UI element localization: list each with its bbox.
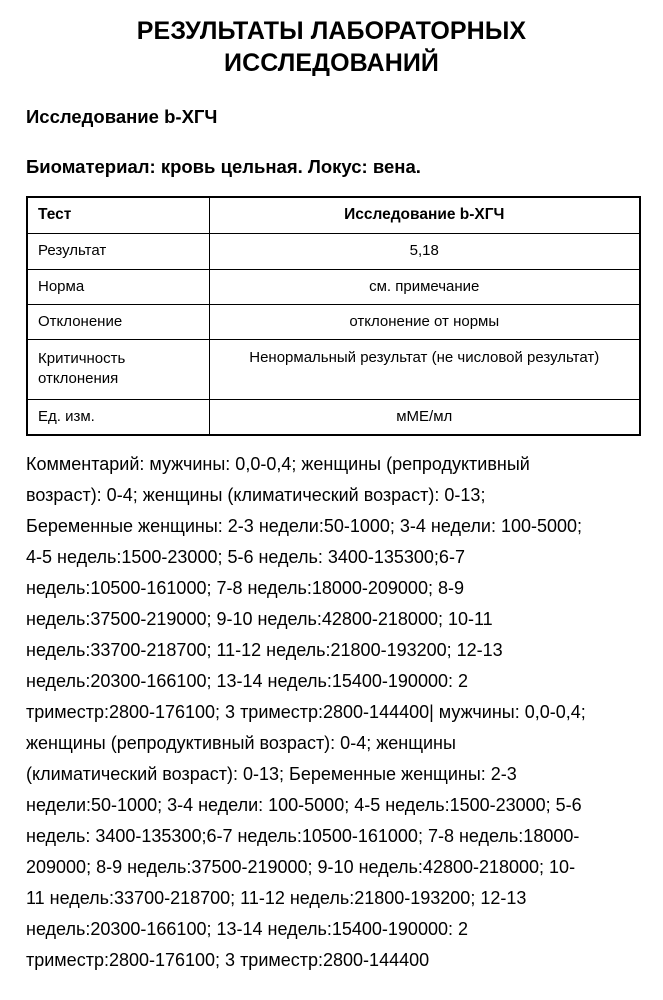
comment-text: Комментарий: мужчины: 0,0-0,4; женщины (репродуктивный возраст): 0-4; женщины (климатический возраст): 0-13; Беременные женщины: 2-3 недели:50-1000; 3-4 недели: 100-5000; 4-5 недель:1500-23000; 5-6 недель: 3400-135300;6-7 недель:10500-161000; 7-8 недель:18000-209000; 8-9 недель:37500-219000; 9-10 недель:42800-218000; 10-11 недель:33700-218700; 11-12 недель:21800-193200; 12-13 недель:20300-166100; 13-14 недель:15400-190000: 2 триместр:2800-176100; 3 триместр:2800-144400| мужчины: 0,0-0,4; женщины (репродуктивный возраст): 0-4; женщины (климатический возраст): 0-13; Беременные женщины: 2-3 недели:50-1000; 3-4 недели: 100-5000; 4-5 недель:1500-23000; 5-6 недель: 3400-135300;6-7 недель:10500-161000; 7-8 недель:18000-209000; 8-9 недель:37500-219000; 9-10 недель:42800-218000; 10-11 недель:33700-218700; 11-12 недель:21800-193200; 12-13 недель:20300-166100; 13-14 недель:15400-190000: 2 триместр:2800-176100; 3 триместр:2800-144400 [26,453,586,970]
row-label-norm: Норма [27,269,209,304]
result-table-container [0,196,663,435]
row-value-norm: см. примечание [209,269,640,304]
table-row [27,340,640,400]
table-header-study: Исследование b-ХГЧ [209,197,640,233]
table-header-row [27,197,640,233]
row-label-criticality: Критичность отклонения [27,340,209,400]
table-row [27,399,640,435]
table-header-test: Тест [27,197,209,233]
row-value-result: 5,18 [209,234,640,269]
table-row [27,269,640,304]
row-label-result: Результат [27,234,209,269]
table-row [27,234,640,269]
table-row [27,304,640,339]
row-label-units: Ед. изм. [27,399,209,435]
row-label-deviation: Отклонение [27,304,209,339]
page-title: РЕЗУЛЬТАТЫ ЛАБОРАТОРНЫХ ИССЛЕДОВАНИЙ [136,17,527,77]
row-value-deviation: отклонение от нормы [209,304,640,339]
comment-block [0,449,613,976]
lab-result-table [26,196,641,435]
study-name-heading: Исследование b-ХГЧ [26,106,218,127]
row-value-criticality: Ненормальный результат (не числовой результат) [209,340,640,400]
biomaterial-heading: Биоматериал: кровь цельная. Локус: вена. [26,156,421,178]
row-value-units: мМЕ/мл [209,399,640,435]
